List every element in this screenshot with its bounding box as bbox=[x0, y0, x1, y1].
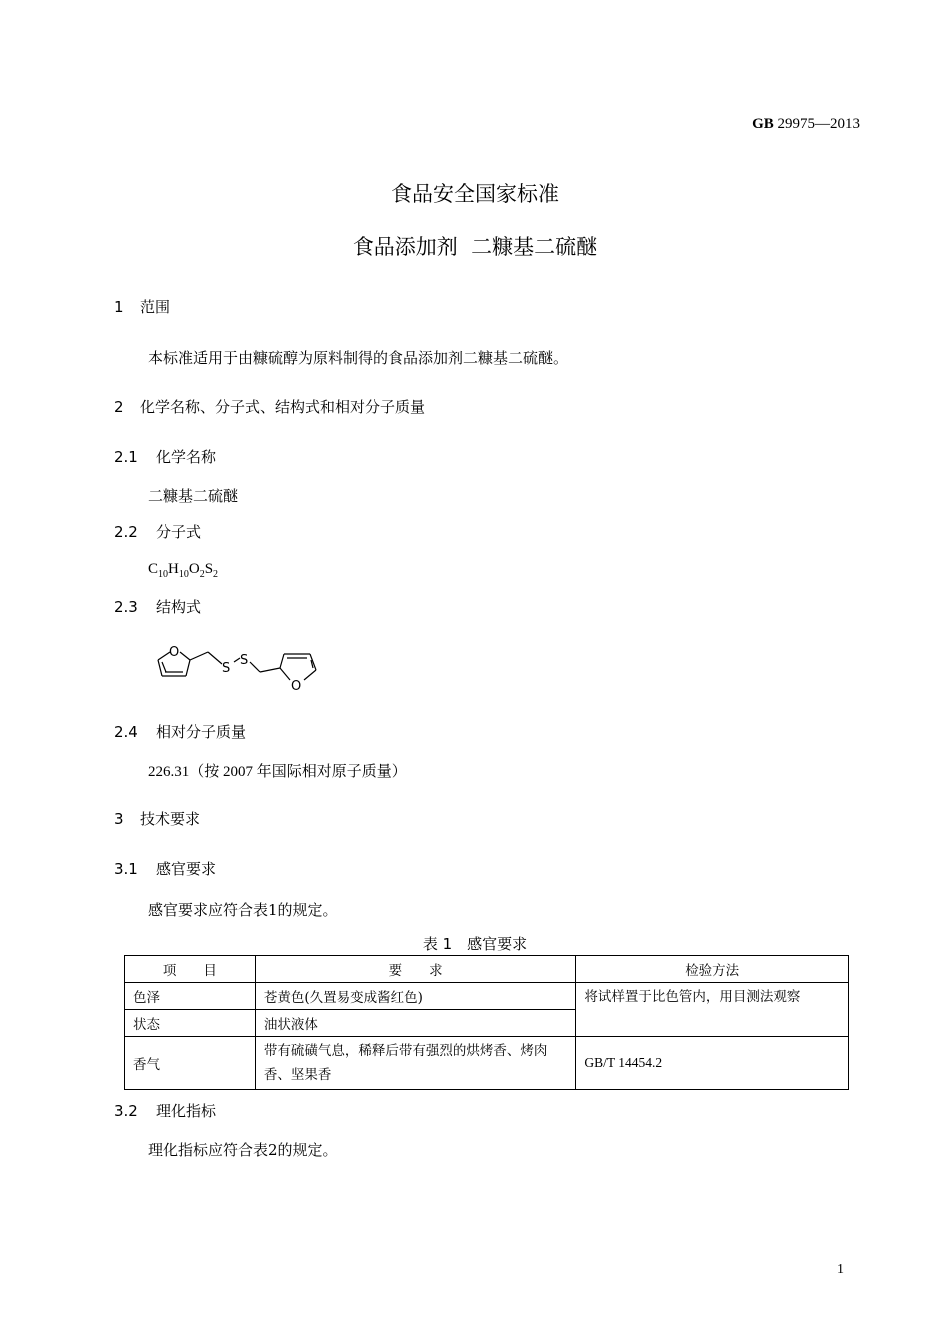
formula-element: O bbox=[188, 561, 200, 577]
cell-requirement: 苍黄色(久置易变成酱红色) bbox=[255, 983, 576, 1010]
sulfur-atom-2: S bbox=[240, 653, 249, 668]
table-header-row bbox=[125, 956, 849, 983]
section-number: 2.3 bbox=[114, 598, 138, 616]
title-line-1: 食品安全国家标准 bbox=[391, 182, 559, 206]
header-method: 检验方法 bbox=[576, 956, 849, 983]
section-title: 理化指标 bbox=[156, 1102, 217, 1120]
molecular-formula bbox=[148, 561, 218, 580]
table-row bbox=[125, 1037, 849, 1090]
furan-ring-right bbox=[280, 654, 316, 680]
molecular-mass: 226.31（按 2007 年国际相对原子质量） bbox=[148, 764, 407, 780]
title-line-2: 食品添加剂 二糠基二硫醚 bbox=[352, 235, 598, 259]
section-number: 2.2 bbox=[114, 523, 138, 541]
chemical-name: 二糠基二硫醚 bbox=[148, 487, 239, 505]
section-2-2-heading bbox=[114, 521, 201, 542]
section-number: 2.1 bbox=[114, 448, 138, 466]
table-1 bbox=[124, 955, 849, 1090]
section-number: 3.1 bbox=[114, 860, 138, 878]
formula-element: S bbox=[204, 561, 214, 577]
section-number: 1 bbox=[114, 298, 124, 316]
structural-formula bbox=[150, 638, 330, 696]
standard-code-prefix: GB bbox=[752, 116, 774, 132]
section-1-heading bbox=[114, 296, 170, 317]
section-3-heading bbox=[114, 808, 200, 829]
section-number: 3.2 bbox=[114, 1102, 138, 1120]
section-3-1-body: 感官要求应符合表1的规定。 bbox=[148, 901, 338, 919]
formula-element: H bbox=[168, 561, 179, 577]
cell-method: GB/T 14454.2 bbox=[576, 1037, 849, 1090]
cell-method: 将试样置于比色管内，用目测法观察 bbox=[576, 983, 849, 1037]
section-title: 技术要求 bbox=[140, 810, 201, 828]
header-item: 项 目 bbox=[125, 956, 256, 983]
section-title: 范围 bbox=[140, 298, 171, 316]
page-number: 1 bbox=[837, 1262, 844, 1277]
section-title: 分子式 bbox=[156, 523, 202, 541]
standard-code-number: 29975—2013 bbox=[773, 116, 860, 132]
formula-subscript: 2 bbox=[213, 569, 219, 580]
cell-item: 香气 bbox=[125, 1037, 256, 1090]
table-row bbox=[125, 983, 849, 1010]
formula-subscript: 10 bbox=[158, 569, 169, 580]
section-2-4-heading bbox=[114, 721, 246, 742]
section-title: 化学名称、分子式、结构式和相对分子质量 bbox=[140, 398, 426, 416]
cell-item: 状态 bbox=[125, 1010, 256, 1037]
formula-subscript: 2 bbox=[199, 569, 205, 580]
section-3-1-heading bbox=[114, 858, 216, 879]
section-1-body: 本标准适用于由糠硫醇为原料制得的食品添加剂二糠基二硫醚。 bbox=[148, 349, 569, 367]
section-title: 结构式 bbox=[156, 598, 202, 616]
section-number: 2 bbox=[114, 398, 124, 416]
section-2-1-heading bbox=[114, 446, 216, 467]
section-2-heading bbox=[114, 396, 425, 417]
section-3-2-body: 理化指标应符合表2的规定。 bbox=[148, 1141, 338, 1159]
cell-requirement: 带有硫磺气息，稀释后带有强烈的烘烤香、烤肉香、坚果香 bbox=[255, 1037, 576, 1090]
section-2-3-heading bbox=[114, 596, 201, 617]
sulfur-atom-1: S bbox=[222, 661, 231, 676]
bond-chain bbox=[190, 652, 280, 672]
cell-requirement: 油状液体 bbox=[255, 1010, 576, 1037]
section-3-2-heading bbox=[114, 1100, 216, 1121]
section-title: 化学名称 bbox=[156, 448, 217, 466]
table-1-caption: 表 1 感官要求 bbox=[422, 935, 528, 953]
formula-element: C bbox=[148, 561, 159, 577]
header-requirement: 要 求 bbox=[255, 956, 576, 983]
section-title: 感官要求 bbox=[156, 860, 217, 878]
section-title: 相对分子质量 bbox=[156, 723, 247, 741]
cell-item: 色泽 bbox=[125, 983, 256, 1010]
standard-code bbox=[752, 116, 860, 133]
oxygen-atom-right: O bbox=[291, 679, 302, 694]
section-number: 2.4 bbox=[114, 723, 138, 741]
section-number: 3 bbox=[114, 810, 124, 828]
formula-subscript: 10 bbox=[178, 569, 189, 580]
oxygen-atom-left: O bbox=[169, 645, 180, 660]
